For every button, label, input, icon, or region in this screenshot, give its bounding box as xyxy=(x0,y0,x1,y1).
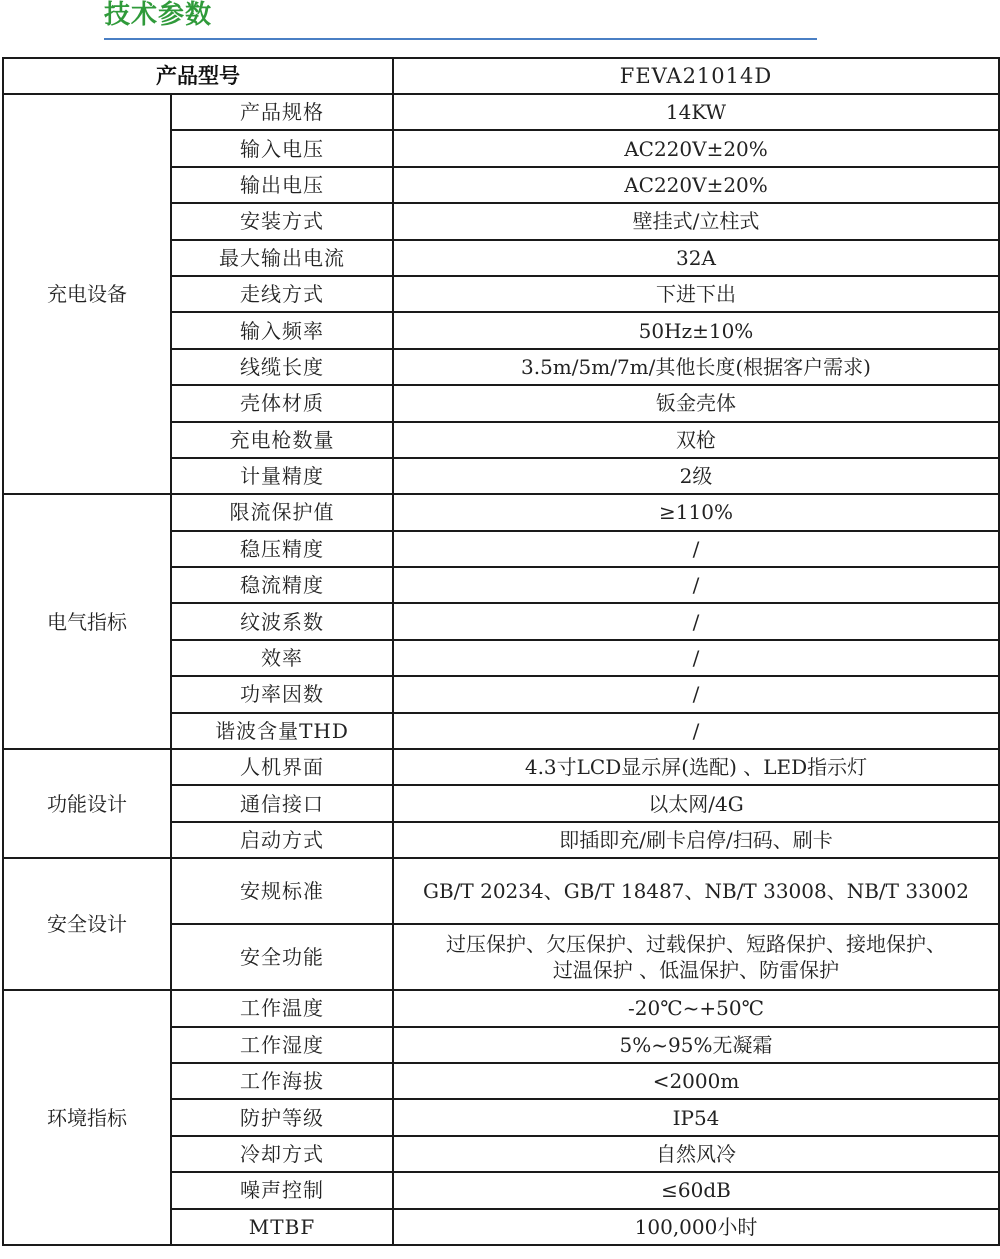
param-label: 工作湿度 xyxy=(171,1027,393,1063)
param-label: 工作温度 xyxy=(171,990,393,1026)
param-label: 充电枪数量 xyxy=(171,422,393,458)
table-row xyxy=(3,494,999,530)
param-value: / xyxy=(393,567,999,603)
param-label: 最大输出电流 xyxy=(171,240,393,276)
header-value: FEVA21014D xyxy=(393,58,999,94)
param-value: 自然风冷 xyxy=(393,1136,999,1172)
param-value-multiline xyxy=(393,924,999,990)
param-value: 32A xyxy=(393,240,999,276)
param-value: 2级 xyxy=(393,458,999,494)
param-value: 5%~95%无凝霜 xyxy=(393,1027,999,1063)
header-label: 产品型号 xyxy=(3,58,393,94)
param-value: / xyxy=(393,676,999,712)
param-label: 谐波含量THD xyxy=(171,713,393,749)
param-value: / xyxy=(393,640,999,676)
param-label: 输入频率 xyxy=(171,312,393,348)
param-value: / xyxy=(393,603,999,639)
param-value: 即插即充/刷卡启停/扫码、刷卡 xyxy=(393,822,999,858)
param-label: 产品规格 xyxy=(171,94,393,130)
param-label: 纹波系数 xyxy=(171,603,393,639)
param-label: 限流保护值 xyxy=(171,494,393,530)
param-value: / xyxy=(393,531,999,567)
param-value: AC220V±20% xyxy=(393,130,999,166)
param-label: 输入电压 xyxy=(171,130,393,166)
param-value: 3.5m/5m/7m/其他长度(根据客户需求) xyxy=(393,349,999,385)
group-label: 安全设计 xyxy=(3,858,171,990)
param-label: 壳体材质 xyxy=(171,385,393,421)
value-line: 过压保护、欠压保护、过载保护、短路保护、接地保护、 xyxy=(446,932,946,957)
param-label: 安全功能 xyxy=(171,924,393,990)
param-label: 安装方式 xyxy=(171,203,393,239)
group-label: 环境指标 xyxy=(3,990,171,1245)
param-label: 计量精度 xyxy=(171,458,393,494)
group-label: 功能设计 xyxy=(3,749,171,858)
param-label: 防护等级 xyxy=(171,1099,393,1135)
param-value: / xyxy=(393,713,999,749)
param-value: 双枪 xyxy=(393,422,999,458)
table-row xyxy=(3,858,999,924)
param-label: 通信接口 xyxy=(171,785,393,821)
table-row xyxy=(3,94,999,130)
table-row xyxy=(3,990,999,1026)
param-label: 稳流精度 xyxy=(171,567,393,603)
page-title: 技术参数 xyxy=(104,0,213,30)
param-label: 人机界面 xyxy=(171,749,393,785)
param-value: 壁挂式/立柱式 xyxy=(393,203,999,239)
param-value: ≤60dB xyxy=(393,1172,999,1208)
param-label: 安规标准 xyxy=(171,858,393,924)
param-label: 稳压精度 xyxy=(171,531,393,567)
param-value: 4.3寸LCD显示屏(选配) 、LED指示灯 xyxy=(393,749,999,785)
param-label: 线缆长度 xyxy=(171,349,393,385)
group-label: 电气指标 xyxy=(3,494,171,749)
param-value: 钣金壳体 xyxy=(393,385,999,421)
param-value: 100,000小时 xyxy=(393,1209,999,1245)
title-underline xyxy=(104,38,817,40)
group-label: 充电设备 xyxy=(3,94,171,494)
spec-table xyxy=(2,57,1000,1246)
param-value: 50Hz±10% xyxy=(393,312,999,348)
param-value: GB/T 20234、GB/T 18487、NB/T 33008、NB/T 33002 xyxy=(393,858,999,924)
param-value: IP54 xyxy=(393,1099,999,1135)
param-label: 工作海拔 xyxy=(171,1063,393,1099)
param-label: 输出电压 xyxy=(171,167,393,203)
param-label: 冷却方式 xyxy=(171,1136,393,1172)
param-label: 启动方式 xyxy=(171,822,393,858)
param-label: 功率因数 xyxy=(171,676,393,712)
table-row xyxy=(3,749,999,785)
param-value: -20℃~+50℃ xyxy=(393,990,999,1026)
param-value: <2000m xyxy=(393,1063,999,1099)
param-value: 下进下出 xyxy=(393,276,999,312)
param-label: MTBF xyxy=(171,1209,393,1245)
param-label: 走线方式 xyxy=(171,276,393,312)
param-value: AC220V±20% xyxy=(393,167,999,203)
value-line: 过温保护 、低温保护、防雷保护 xyxy=(552,958,840,983)
param-value: ≥110% xyxy=(393,494,999,530)
param-label: 噪声控制 xyxy=(171,1172,393,1208)
param-value: 14KW xyxy=(393,94,999,130)
param-value: 以太网/4G xyxy=(393,785,999,821)
header-row xyxy=(3,58,999,94)
param-label: 效率 xyxy=(171,640,393,676)
